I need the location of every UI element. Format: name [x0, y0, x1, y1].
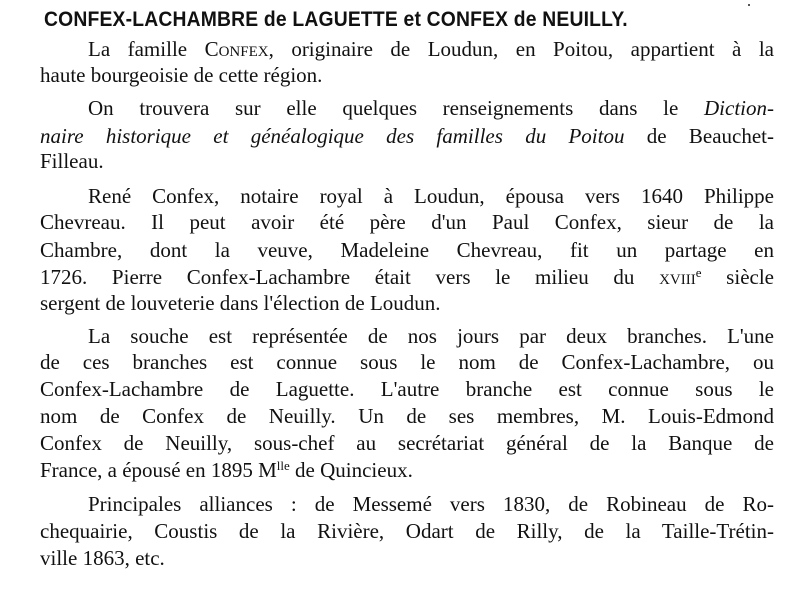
- small-caps-name: Confex: [204, 37, 269, 61]
- text-span: On trouvera sur elle quelques renseignements dans le: [88, 96, 705, 120]
- text-span: Confex-Lachambre de Laguette. L'autre branche est connue sous le: [40, 377, 774, 401]
- entry-heading: CONFEX-LACHAMBRE de LAGUETTE et CONFEX de NEUILLY.: [44, 8, 628, 31]
- text-span: Chambre, dont la veuve, Madeleine Chevreau, fit un partage en: [40, 238, 774, 262]
- superscript: lle: [276, 458, 290, 473]
- text-span: de Quincieux.: [289, 458, 413, 482]
- text-line: [40, 377, 774, 401]
- text-span: de Beauchet-: [624, 124, 774, 148]
- text-span: haute bourgeoisie de cette région.: [40, 63, 323, 87]
- text-line: [40, 291, 774, 315]
- text-span: , originaire de Loudun, en Poitou, appartient à la: [268, 37, 775, 61]
- text-span: siècle: [701, 265, 774, 289]
- text-line: [88, 37, 774, 61]
- text-span: France, a épousé en 1895 M: [40, 458, 277, 482]
- text-span: Principales alliances : de Messemé vers 1830, de Robineau de Ro-: [88, 492, 774, 516]
- scan-speck: [748, 4, 750, 6]
- text-line: [40, 63, 774, 87]
- text-span: 1726. Pierre Confex-Lachambre était vers le milieu du: [40, 265, 660, 289]
- text-span: Chevreau. Il peut avoir été père d'un Paul Confex, sieur de la: [40, 210, 774, 234]
- text-line: [40, 265, 774, 289]
- text-span: nom de Confex de Neuilly. Un de ses membres, M. Louis-Edmond: [40, 404, 774, 428]
- superscript: e: [695, 265, 702, 280]
- text-line: [40, 124, 774, 148]
- text-line: [40, 431, 774, 455]
- text-line: [40, 404, 774, 428]
- text-span: La famille: [88, 37, 205, 61]
- text-span: ville 1863, etc.: [40, 546, 165, 570]
- text-span: de ces branches est connue sous le nom de Confex-Lachambre, ou: [40, 350, 774, 374]
- text-line: [40, 149, 774, 173]
- text-span: Confex de Neuilly, sous-chef au secrétariat général de la Banque de: [40, 431, 774, 455]
- text-line: [40, 458, 774, 482]
- text-line: [88, 184, 774, 208]
- text-line: [88, 324, 774, 348]
- text-line: [88, 96, 774, 120]
- century-numeral: xviii: [659, 265, 696, 289]
- text-line: [40, 350, 774, 374]
- italic-title: Diction-: [704, 96, 774, 120]
- text-span: chequairie, Coustis de la Rivière, Odart de Rilly, de la Taille-Trétin-: [40, 519, 774, 543]
- text-span: Filleau.: [40, 149, 104, 173]
- text-line: [40, 546, 774, 570]
- text-line: [40, 210, 774, 234]
- text-line: [40, 519, 774, 543]
- text-line: [40, 238, 774, 262]
- text-line: [88, 492, 774, 516]
- text-span: sergent de louveterie dans l'élection de Loudun.: [40, 291, 441, 315]
- text-span: René Confex, notaire royal à Loudun, épousa vers 1640 Philippe: [88, 184, 774, 208]
- italic-title: naire historique et généalogique des familles du Poitou: [40, 124, 625, 148]
- text-span: La souche est représentée de nos jours par deux branches. L'une: [88, 324, 774, 348]
